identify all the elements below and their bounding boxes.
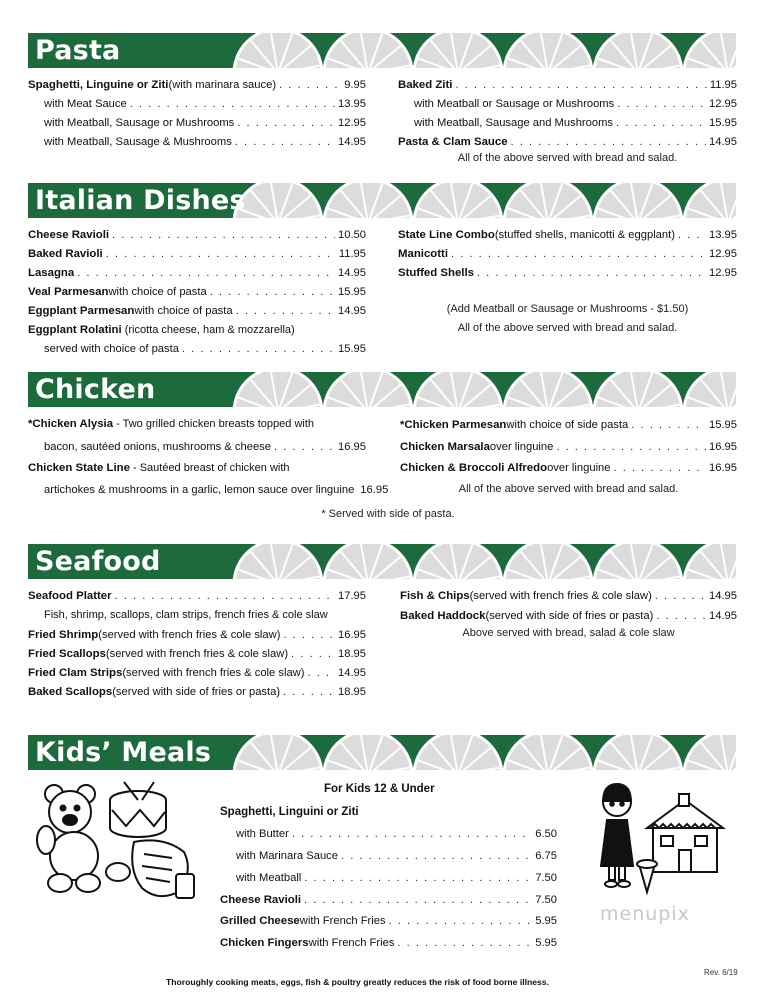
seafood-note: Above served with bread, salad & cole slaw xyxy=(462,627,675,639)
citrus-wedge-icon xyxy=(594,183,682,218)
citrus-wedge-icon xyxy=(234,544,322,579)
add-on-note: (Add Meatball or Sausage or Mushrooms - $1.50) xyxy=(446,303,689,315)
menu-item-ziti-meatball-and: with Meatball, Sausage and Mushrooms . . . 15.95 xyxy=(414,115,737,131)
citrus-wedge-icon xyxy=(414,544,502,579)
section-header-italian-dishes xyxy=(28,183,736,218)
pasta-side-note: * Served with side of pasta. xyxy=(321,508,455,520)
menu-item-chicken-parmesan: *Chicken Parmesan with choice of side pasta . . . 15.95 xyxy=(400,417,737,433)
menu-item-baked-ravioli: Baked Ravioli . . . 11.95 xyxy=(28,246,366,262)
kids-item-chicken-fingers: Chicken Fingers with French Fries . . . 5.95 xyxy=(220,935,557,951)
menu-item-alysia-detail: bacon, sautéed onions, mushrooms & cheese . . . 16.95 xyxy=(44,439,366,455)
citrus-wedge-icon xyxy=(504,183,592,218)
section-header-seafood xyxy=(28,544,736,579)
menu-item-spaghetti: Spaghetti, Linguine or Ziti (with marinara sauce) . . . 9.95 xyxy=(28,77,366,93)
citrus-wedge-icon xyxy=(594,372,682,407)
menu-item-state-line-detail: artichokes & mushrooms in a garlic, lemon sauce over linguine 16.95 xyxy=(44,484,389,496)
section-title: Seafood xyxy=(35,546,161,577)
citrus-wedge-icon xyxy=(594,33,682,68)
citrus-wedge-icon xyxy=(504,544,592,579)
kids-item-marinara: with Marinara Sauce . . . 6.75 xyxy=(236,848,557,864)
citrus-wedge-icon xyxy=(324,372,412,407)
menu-item-rolatini-pasta: served with choice of pasta . . . 15.95 xyxy=(44,341,366,357)
section-title: Chicken xyxy=(35,374,156,405)
menu-item-baked-scallops: Baked Scallops (served with side of fries or pasta) . . . 18.95 xyxy=(28,684,366,700)
menu-item-state-line-combo: State Line Combo (stuffed shells, manicotti & eggplant) . . . 13.95 xyxy=(398,227,737,243)
italian-note: All of the above served with bread and salad. xyxy=(457,322,678,334)
menupix-watermark: menupix xyxy=(600,903,690,925)
toys-illustration-icon xyxy=(34,780,202,902)
citrus-wedge-icon xyxy=(234,372,322,407)
menu-item-ziti-meatball-or: with Meatball or Sausage or Mushrooms . . . 12.95 xyxy=(414,96,737,112)
citrus-wedge-icon xyxy=(324,544,412,579)
menu-item-meatball-or: with Meatball, Sausage or Mushrooms . . . 12.95 xyxy=(44,115,366,131)
citrus-wedge-icon xyxy=(324,735,412,770)
menu-item-lasagna: Lasagna . . . 14.95 xyxy=(28,265,366,281)
citrus-wedge-icon xyxy=(684,544,736,579)
seafood-platter-description: Fish, shrimp, scallops, clam strips, french fries & cole slaw xyxy=(44,609,328,621)
citrus-wedge-icon xyxy=(324,33,412,68)
menu-item-clam-sauce: Pasta & Clam Sauce . . . 14.95 xyxy=(398,134,737,150)
citrus-wedge-icon xyxy=(684,183,736,218)
citrus-wedge-icon xyxy=(414,183,502,218)
kids-item-butter: with Butter . . . 6.50 xyxy=(236,826,557,842)
citrus-wedge-icon xyxy=(234,735,322,770)
citrus-wedge-icon xyxy=(684,735,736,770)
menu-item-chicken-state-line: Chicken State Line - Sautéed breast of chicken with xyxy=(28,462,290,474)
menu-item-fried-shrimp: Fried Shrimp (served with french fries & cole slaw) . . . 16.95 xyxy=(28,627,366,643)
citrus-wedge-icon xyxy=(504,372,592,407)
menu-item-fried-scallops: Fried Scallops (served with french fries & cole slaw) . . . 18.95 xyxy=(28,646,366,662)
citrus-decoration-icon xyxy=(28,33,736,68)
menu-item-fish-chips: Fish & Chips (served with french fries & cole slaw) . . . 14.95 xyxy=(400,588,737,604)
menu-item-baked-haddock: Baked Haddock (served with side of fries or pasta) . . . 14.95 xyxy=(400,608,737,624)
menu-item-cheese-ravioli: Cheese Ravioli . . . 10.50 xyxy=(28,227,366,243)
citrus-wedge-icon xyxy=(234,33,322,68)
section-header-chicken xyxy=(28,372,736,407)
revision-date: Rev. 6/19 xyxy=(704,968,738,977)
section-header-pasta xyxy=(28,33,736,68)
section-title: Italian Dishes xyxy=(35,185,246,216)
menu-item-fried-clam-strips: Fried Clam Strips (served with french fries & cole slaw) . . . 14.95 xyxy=(28,665,366,681)
doll-and-dollhouse-illustration-icon xyxy=(597,780,739,902)
citrus-wedge-icon xyxy=(504,735,592,770)
food-safety-warning: Thoroughly cooking meats, eggs, fish & poultry greatly reduces the risk of food borne illness. xyxy=(166,977,549,987)
pasta-note: All of the above served with bread and salad. xyxy=(457,152,678,164)
citrus-wedge-icon xyxy=(414,735,502,770)
menu-item-manicotti: Manicotti . . . 12.95 xyxy=(398,246,737,262)
citrus-wedge-icon xyxy=(594,735,682,770)
citrus-wedge-icon xyxy=(594,544,682,579)
section-header-kids-meals xyxy=(28,735,736,770)
menu-item-stuffed-shells: Stuffed Shells . . . 12.95 xyxy=(398,265,737,281)
citrus-wedge-icon xyxy=(504,33,592,68)
menu-item-chicken-alfredo: Chicken & Broccoli Alfredo over linguine . . . 16.95 xyxy=(400,460,737,476)
kids-item-cheese-ravioli: Cheese Ravioli . . . 7.50 xyxy=(220,892,557,908)
citrus-wedge-icon xyxy=(684,372,736,407)
menu-item-meat-sauce: with Meat Sauce . . . 13.95 xyxy=(44,96,366,112)
menu-item-eggplant-rolatini: Eggplant Rolatini (ricotta cheese, ham & mozzarella) xyxy=(28,324,295,336)
citrus-wedge-icon xyxy=(684,33,736,68)
kids-item-meatball: with Meatball . . . 7.50 xyxy=(236,870,557,886)
kids-spaghetti-heading: Spaghetti, Linguini or Ziti xyxy=(220,806,359,818)
menu-item-seafood-platter: Seafood Platter . . . 17.95 xyxy=(28,588,366,604)
menu-item-baked-ziti: Baked Ziti . . . 11.95 xyxy=(398,77,737,93)
menu-item-eggplant-parmesan: Eggplant Parmesan with choice of pasta . . . 14.95 xyxy=(28,303,366,319)
kids-item-grilled-cheese: Grilled Cheese with French Fries . . . 5.95 xyxy=(220,913,557,929)
chicken-note: All of the above served with bread and salad. xyxy=(458,483,679,495)
kids-age-heading: For Kids 12 & Under xyxy=(324,783,435,795)
citrus-wedge-icon xyxy=(414,33,502,68)
citrus-wedge-icon xyxy=(414,372,502,407)
section-title: Kids’ Meals xyxy=(35,737,212,768)
menu-item-meatball-and: with Meatball, Sausage & Mushrooms . . . 14.95 xyxy=(44,134,366,150)
menu-item-veal-parmesan: Veal Parmesan with choice of pasta . . . 15.95 xyxy=(28,284,366,300)
citrus-wedge-icon xyxy=(234,183,322,218)
citrus-wedge-icon xyxy=(324,183,412,218)
menu-item-chicken-marsala: Chicken Marsala over linguine . . . 16.95 xyxy=(400,439,737,455)
section-title: Pasta xyxy=(35,35,121,66)
menu-item-chicken-alysia: *Chicken Alysia - Two grilled chicken breasts topped with xyxy=(28,418,315,430)
